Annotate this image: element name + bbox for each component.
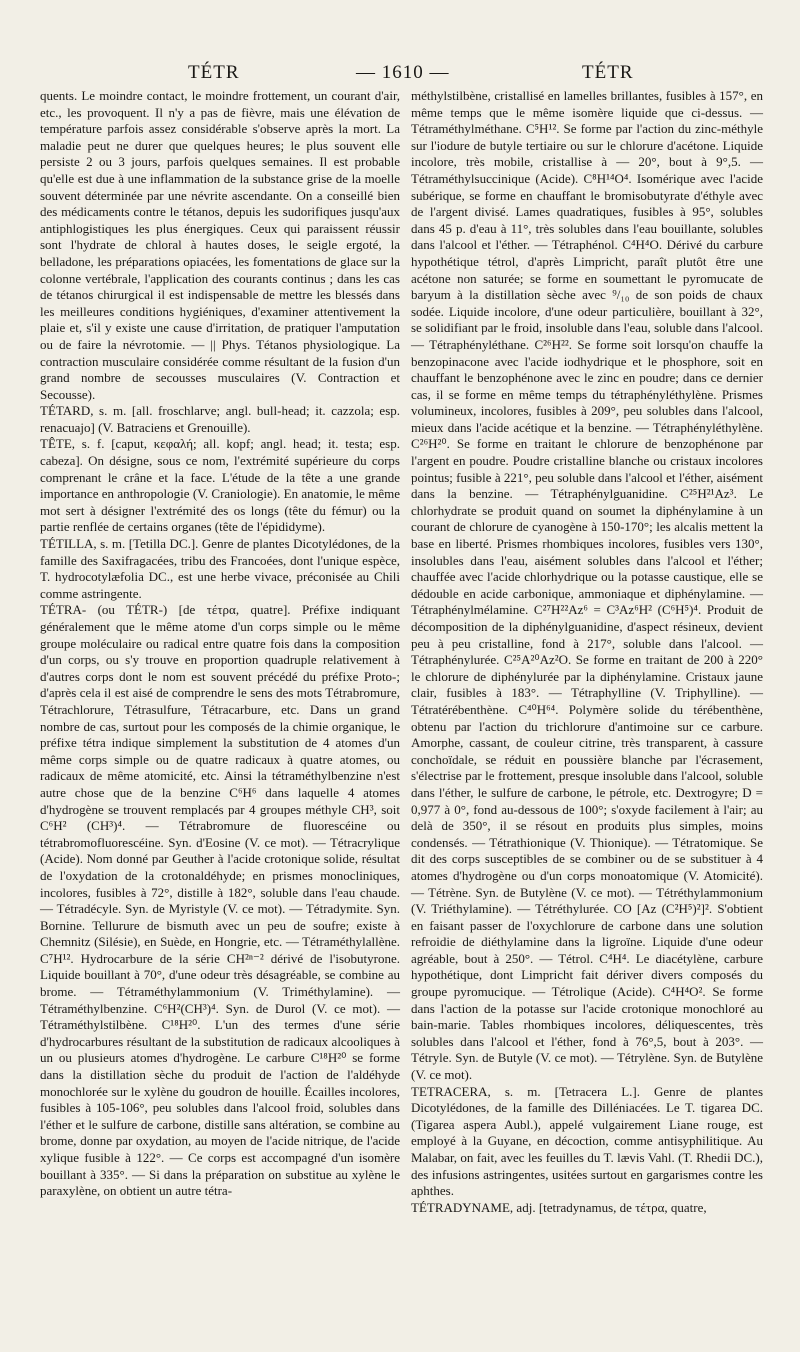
entry-tetracera: TETRACERA, s. m. [Tetracera L.]. Genre de plantes Dicotylédones, de la famille des Dilléniacées. Le T. tigarea DC. (Tigarea aspera Aubl.), appelé vulgairement Liane rouge, est employé à la Guyane, en décoction, comme antisyphilitique. Au Malabar, on fait, avec les feuilles du T. lævis Vahl. (T. Rhedii DC.), des infusions astringentes, usitées surtout en gargarismes contre les aphthes.: [411, 1083, 763, 1199]
entry-tetard: TÉTARD, s. m. [all. froschlarve; angl. bull-head; it. cazzola; esp. renacuajo] (V. Batraciens et Grenouille).: [40, 403, 400, 435]
running-header: [0, 56, 800, 86]
header-left: TÉTR: [188, 62, 240, 83]
entry-tetra-continued: méthylstilbène, cristallisé en lamelles brillantes, fusibles à 157°, en même temps que le même isomère liquide que ci-dessus. — Tétraméthylméthane. C⁵H¹². Se forme par l'action du zinc-méthyle sur l'iodure de butyle tertiaire ou sur le chlorure d'acétone. Liquide incolore, très mobile, cristallise à — 20°, bout à 9°,5. — Tétraméthylsuccinique (Acide). C⁸H¹⁴O⁴. Isomérique avec l'acide subérique, se forme en chauffant le bromisobutyrate d'éthyle avec de l'argent divisé. Lames quadratiques, fusibles à 95°, solubles dans 45 p. d'eau à 11°, très solubles dans l'eau bouillante, solubles dans l'alcool et l'éther. — Tétraphénol. C⁴H⁴O. Dérivé du carbure hypothétique tétrol, d'après Limpricht, paraît plutôt être une acétone non saturée; se forme en soumettant le pyromucate de baryum à la distillation sèche avec ⁹/₁₀ de son poids de chaux sodée. Liquide incolore, d'une odeur particulière, bouillant à 32°, se solidifiant par le froid, insoluble dans l'eau, soluble dans l'alcool. — Tétraphényléthane. C²⁶H²². Se forme soit lorsqu'on chauffe la benzopinacone avec l'acide iodhydrique et le phosphore, soit en chauffant le benzophénone avec le zinc en poudre; dans ce dernier cas, il se forme en même temps du tétraphényléthylène. Prismes volumineux, incolores, fusibles à 209°, peu solubles dans l'alcool, mieux dans l'acide acétique et la benzine. — Tétraphényléthylène. C²⁶H²⁰. Se forme en traitant le chlorure de benzophénone par l'argent en poudre. Poudre cristalline blanche ou cristaux incolores pointus; fusible à 221°, peu soluble dans l'alcool et l'éther, aisément dans la benzine. — Tétraphénylguanidine. C²⁵H²¹Az³. Le chlorhydrate se produit quand on soumet la diphénylamine à un courant de chlorure de cyanogène à 150-170°; les alcalis mettent la base en liberté. Prismes rhombiques incolores, fusibles vers 130°, insolubles dans l'eau, aisément solubles dans l'alcool et l'éther; chauffée avec l'acide chlorhydrique ou la potasse caustique, elle se dédouble en acide carbonique, ammoniaque et diphénylamine. — Tétraphénylmélamine. C²⁷H²²Az⁶ = C³Az⁶H² (C⁶H⁵)⁴. Produit de décomposition de la diphénylguanidine, d'aspect résineux, devient peu à peu cristalline, fond à 217°, soluble dans l'alcool. — Tétraphénylurée. C²⁵A²⁰Az²O. Se forme en traitant de 200 à 220° le chlorure de diphénylurée par la diphénylamine. Cristaux jaune clair, fusibles à 183°. — Tétraphylline (V. Triphylline). — Tétratérébenthène. C⁴⁰H⁶⁴. Polymère solide du térébenthène, obtenu par l'action du trichlorure d'antimoine sur ce carbure. Amorphe, cassant, de couleur citrine, très transparent, à cassure conchoïdale, se réduit en poussière blanche par l'écrasement, s'électrise par le frottement, presque insoluble dans l'alcool, soluble dans l'éther, le sulfure de carbone, le pétrole, etc. Dextrogyre; D = 0,977 à 0°, fond au-dessous de 100°; s'oxyde facilement à l'air; au delà de 350°, il se résout en produits plus simples, moins condensés. — Tétrathionique (V. Thionique). — Tétratomique. Se dit des corps susceptibles de se combiner ou de se substituer à 4 atomes d'hydrogène ou d'un corps monoatomique (V. Atomicité). — Tétrène. Syn. de Butylène (V. ce mot). — Tétréthylammonium (V. Triéthylamine). — Tétréthylurée. CO [Az (C²H⁵)²]². S'obtient en faisant passer de l'oxychlorure de carbone dans une solution refroidie de diéthylamine dans la ligroïne. Liquide d'une odeur agréable, bout à 250°. — Tétrol. C⁴H⁴. Le diacétylène, carbure hypothétique, dont Limpricht fait dériver divers composés du groupe pyromucique. — Tétrolique (Acide). C⁴H⁴O². Se forme dans l'action de la potasse sur l'acide crotonique monochloré au bain-marie. Tables rhombiques incolores, déliquescentes, très solubles dans l'alcool et l'éther, fond à 76°,5, bout à 203°. — Tétryle. Syn. de Butyle (V. ce mot). — Tétrylène. Syn. de Butylène (V. ce mot).: [411, 88, 763, 1083]
header-right: TÉTR: [582, 62, 634, 83]
entry-tetilla: TÉTILLA, s. m. [Tetilla DC.]. Genre de plantes Dicotylédones, de la famille des Saxifragacées, tribu des Francoées, dont l'unique espèce, T. hydrocotylæfolia DC., est une herbe vivace, préconisée au Chili comme astringente.: [40, 536, 400, 601]
entry-tetradyname: TÉTRADYNAME, adj. [tetradynamus, de τέτρα, quatre,: [411, 1199, 707, 1215]
entry-tetanos-continued: quents. Le moindre contact, le moindre frottement, un courant d'air, etc., les provoquent. Il n'y a pas de fièvre, mais une élévation de température parfois assez considérable s'observe après la mort. La maladie peut ne durer que quelques heures; le plus souvent elle persiste 2 ou 3 jours, parfois quelques semaines. Il est probable qu'elle est due à une inflammation de la substance grise de la moelle souvent déterminée par une névrite ascendante. On a conseillé bien des médicaments contre le tétanos, depuis les sudorifiques jusqu'aux antiphlogistiques les plus énergiques. Ceux qui paraissent réussir sont l'hydrate de chloral à hautes doses, le seigle ergoté, la belladone, les préparations opiacées, les fomentations de glace sur la colonne vertébrale, l'application des courants continus ; dans les cas de tétanos chirurgical il est indispensable de mettre les blessés dans les meilleures conditions hygiéniques, d'examiner attentivement la plaie et, s'il y existe une cause d'irritation, de pratiquer l'amputation ou de faire la névrotomie. — || Phys. Tétanos physiologique. La contraction musculaire considérée comme résultant de la fusion d'un grand nombre de secousses musculaires (V. Contraction et Secousse).: [40, 88, 400, 402]
right-column: [411, 88, 763, 1216]
entry-tete: TÊTE, s. f. [caput, κεφαλή; all. kopf; angl. head; it. testa; esp. cabeza]. On désigne, sous ce nom, l'extrémité supérieure du corps comprenant le crâne et la face. L'étude de la tête a une grande importance en anthropologie (V. Craniologie). En anatomie, le même mot sert à désigner l'extrémité des os longs (tête du fémur) ou la partie renflée de certains organes (tête de l'épididyme).: [40, 436, 400, 535]
page-number: — 1610 —: [356, 62, 450, 83]
entry-tetra: TÉTRA- (ou TÉTR-) [de τέτρα, quatre]. Préfixe indiquant généralement que le même atome d'un corps simple ou le même groupe moléculaire ou radical entre quatre fois dans la composition d'un corps, ou s'y trouve en proportion quadruple relativement à d'autres corps dont le nom est souvent précédé du préfixe Proto-; d'après cela il est aisé de comprendre le sens des mots Tétrabromure, Tétrachlorure, Tétrasulfure, Tétracarbure, etc. Dans un grand nombre de cas, surtout pour les composés de la chimie organique, le préfixe tétra indique simplement la substitution de 4 atomes d'un même corps simple ou de quatre radicaux à quatre atomes, ou radicaux de même atomicité, etc. Ainsi la tétraméthylbenzine n'est autre chose que de la benzine C⁶H⁶ dans laquelle 4 atomes d'hydrogène se trouvent remplacés par 4 groupes méthyle CH³, soit C⁶H² (CH³)⁴. — Tétrabromure de fluorescéine ou tétrabromofluorescéine. Syn. d'Eosine (V. ce mot). — Tétracrylique (Acide). Nom donné par Geuther à l'acide crotonique solide, résultat de l'oxydation de la crotonaldéhyde; en prismes monocliniques, incolores, fusibles à 72°, distille à 182°, soluble dans l'eau chaude. — Tétradécyle. Syn. de Myristyle (V. ce mot). — Tétradymite. Syn. Bornine. Tellurure de bismuth avec un peu de soufre; existe à Chemnitz (Silésie), en Suède, en Hongrie, etc. — Tétraméthylallène. C⁷H¹². Hydrocarbure de la série CH²ⁿ⁻² dérivé de l'isobutyrone. Liquide bouillant à 70°, d'une odeur très désagréable, se combine au brome. — Tétraméthylammonium (V. Triméthylamine). — Tétraméthylbenzine. C⁶H²(CH³)⁴. Syn. de Durol (V. ce mot). — Tétraméthylstilbène. C¹⁸H²⁰. L'un des termes d'une série d'hydrocarbures résultant de la substitution de radicaux alcooliques à un ou plusieurs atomes d'hydrogène. Le carbure C¹⁸H²⁰ se forme dans la distillation sèche du produit de l'action de l'aldéhyde monochlorée sur le xylène du goudron de houille. Écailles incolores, fusibles à 105-106°, peu solubles dans l'alcool froid, solubles dans l'éther et le sulfure de carbone, distille sans altération, se combine au brome, donne par oxydation, au moyen de l'acide nitrique, de l'acide xylique fusible à 122°. — Ce corps est accompagné d'un isomère bouillant à 335°. — Si dans la préparation on substitue au xylène le paraxylène, on obtient un autre tétra-: [40, 602, 400, 1199]
left-column: [40, 88, 400, 1200]
